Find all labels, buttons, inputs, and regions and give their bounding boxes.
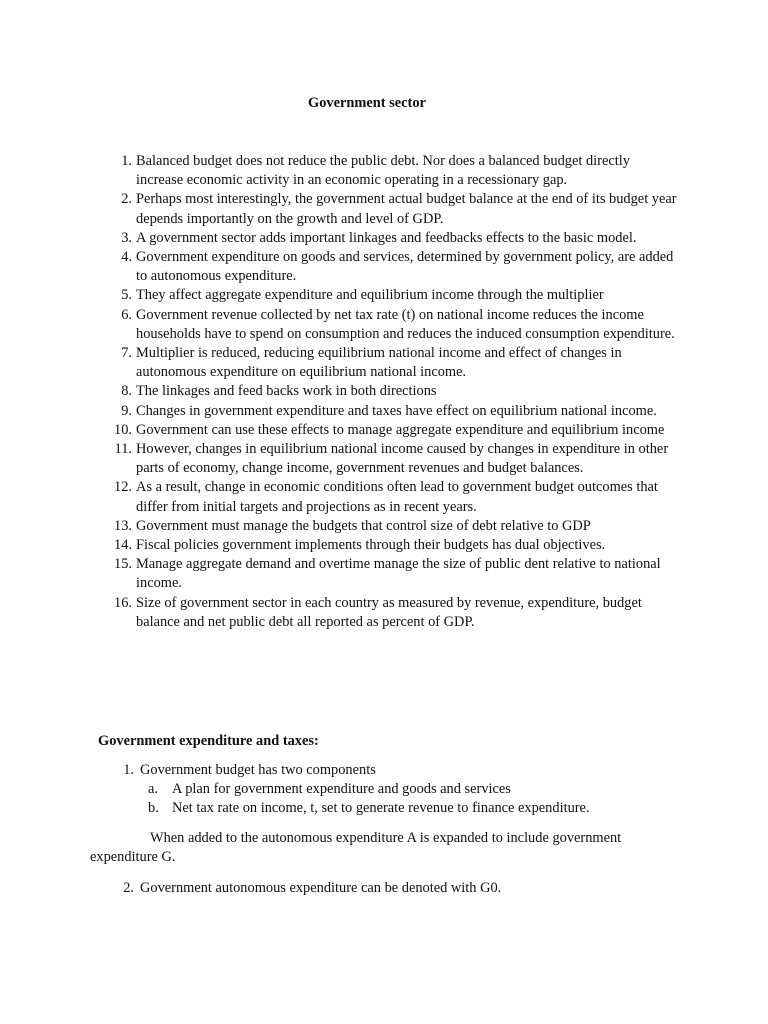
list-item	[104, 421, 680, 440]
list-item	[104, 344, 680, 382]
list-text: However, changes in equilibrium national income caused by changes in expenditure in other parts of economy, change income, government revenues and budget balances.	[136, 441, 669, 477]
list-number: 1.	[123, 762, 134, 778]
list-text: They affect aggregate expenditure and equilibrium income through the multiplier	[136, 287, 604, 304]
list-item	[104, 536, 680, 555]
list-number: 10.	[114, 421, 132, 438]
list-text: Multiplier is reduced, reducing equilibrium national income and effect of changes in autonomous expenditure on equilibrium national income.	[136, 345, 622, 381]
list-text: Government must manage the budgets that control size of debt relative to GDP	[136, 517, 591, 534]
sub-list-label: b.	[148, 800, 159, 817]
list-number: 1.	[121, 153, 132, 169]
section-heading: Government expenditure and taxes:	[98, 733, 319, 749]
list-number: 9.	[121, 402, 132, 419]
list-item	[104, 248, 680, 286]
sub-list-text: Net tax rate on income, t, set to generate revenue to finance expenditure.	[172, 800, 590, 817]
list-item	[104, 478, 680, 516]
list-number: 15.	[114, 556, 132, 573]
list-item	[104, 402, 680, 421]
list-number: 6.	[121, 306, 132, 323]
document-title: Government sector	[308, 95, 426, 111]
list-number: 14.	[114, 537, 132, 554]
list-text: Fiscal policies government implements through their budgets has dual objectives.	[136, 537, 606, 554]
list-number: 3.	[121, 229, 132, 246]
list-number: 7.	[121, 345, 132, 362]
list-item	[108, 761, 668, 819]
list-item	[104, 152, 680, 190]
list-text: Government autonomous expenditure can be denoted with G0.	[140, 880, 502, 896]
list-text: Government expenditure on goods and services, determined by government policy, are added to autonomous expenditure.	[136, 249, 674, 285]
list-number: 2.	[121, 191, 132, 208]
list-item	[104, 594, 680, 632]
list-number: 11.	[114, 441, 132, 458]
sub-list-item	[148, 780, 668, 799]
list-item	[104, 517, 680, 536]
list-number: 8.	[121, 383, 132, 400]
list-number: 4.	[121, 249, 132, 266]
list-item	[104, 306, 680, 344]
list-text: The linkages and feed backs work in both directions	[136, 383, 437, 400]
list-text: Government can use these effects to manage aggregate expenditure and equilibrium income	[136, 421, 665, 438]
sub-list-text: A plan for government expenditure and goods and services	[172, 781, 511, 798]
list-item	[104, 229, 680, 248]
list-text: Changes in government expenditure and taxes have effect on equilibrium national income.	[136, 402, 657, 419]
expenditure-list-continued	[108, 879, 668, 898]
list-text: Manage aggregate demand and overtime manage the size of public dent relative to national income.	[136, 556, 661, 592]
list-text: Perhaps most interestingly, the government actual budget balance at the end of its budget year depends importantly on the growth and level of GDP.	[136, 191, 677, 227]
list-number: 5.	[121, 287, 132, 304]
list-item	[104, 555, 680, 593]
list-text: Balanced budget does not reduce the public debt. Nor does a balanced budget directly increase economic activity in an economic operating in a recessionary gap.	[136, 153, 630, 189]
expenditure-list	[108, 761, 668, 819]
list-text: A government sector adds important linkages and feedbacks effects to the basic model.	[136, 229, 637, 246]
list-number: 12.	[114, 479, 132, 496]
list-number: 13.	[114, 517, 132, 534]
list-item	[104, 440, 680, 478]
government-sector-list	[104, 152, 680, 632]
list-text: Size of government sector in each country as measured by revenue, expenditure, budget balance and net public debt all reported as percent of GDP.	[136, 594, 642, 630]
list-text: Government revenue collected by net tax rate (t) on national income reduces the income households have to spend on consumption and reduces the induced consumption expenditure.	[136, 306, 675, 342]
sub-list	[108, 780, 668, 818]
list-item	[104, 382, 680, 401]
list-number: 2.	[123, 880, 134, 896]
list-item	[108, 879, 668, 898]
list-text: As a result, change in economic conditions often lead to government budget outcomes that differ from initial targets and projections as in recent years.	[136, 479, 658, 515]
list-number: 16.	[114, 594, 132, 611]
body-paragraph: When added to the autonomous expenditure A is expanded to include government expenditure G.	[90, 830, 622, 866]
sub-list-label: a.	[148, 781, 158, 798]
list-item	[104, 190, 680, 228]
list-text: Government budget has two components	[140, 762, 376, 778]
list-item	[104, 286, 680, 305]
sub-list-item	[148, 799, 668, 818]
